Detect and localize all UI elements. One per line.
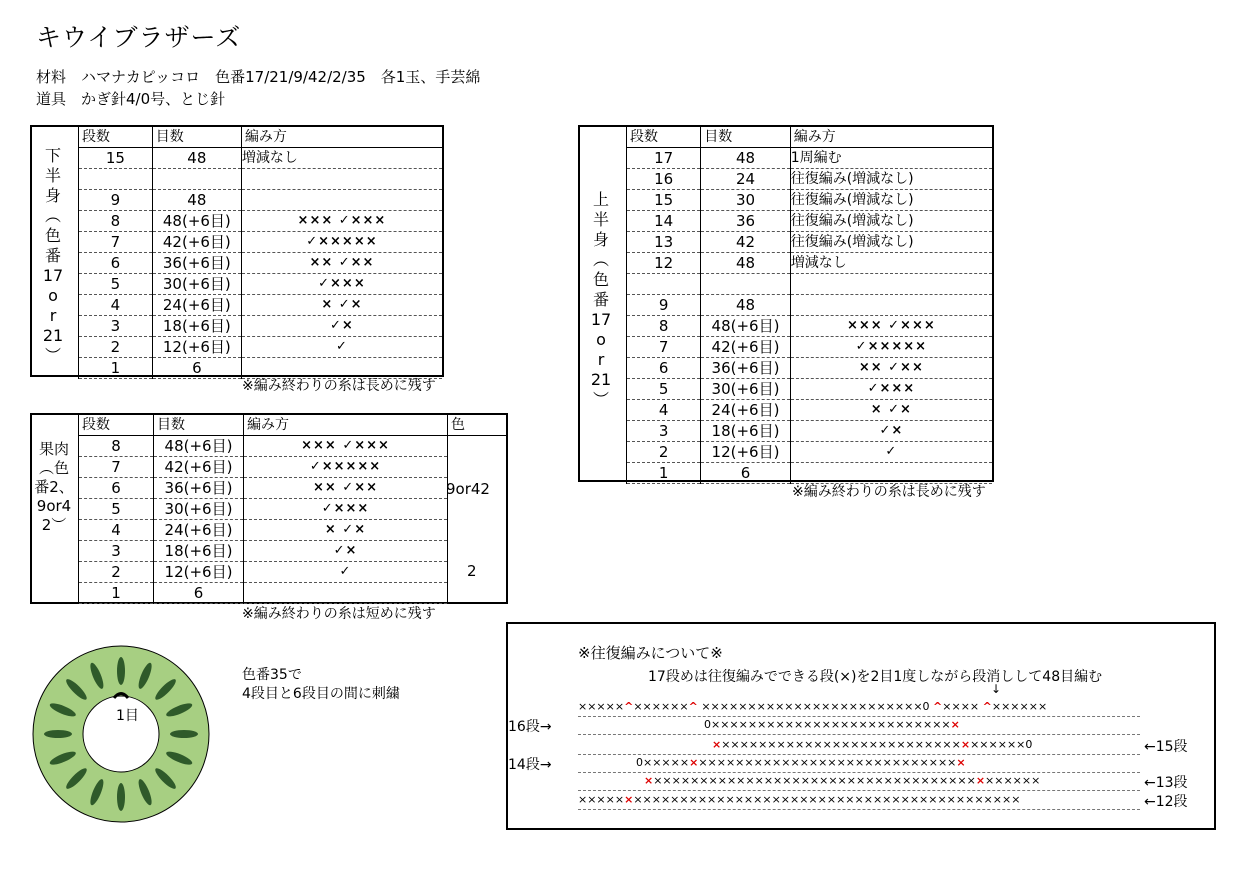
method-cell: 往復編み(増減なし) [790, 211, 992, 232]
method-cell: 増減なし [241, 148, 442, 169]
row-number: 6 [79, 478, 154, 499]
color-cell [448, 541, 507, 562]
stitch-count: 48 [701, 295, 790, 316]
header-stitches: 目数 [154, 415, 244, 436]
stitch-count: 48 [701, 253, 790, 274]
row-number: 5 [627, 379, 701, 400]
side-char: 17 [590, 310, 612, 329]
upper-note: ※編み終わりの糸は長めに残す [792, 484, 986, 500]
header-method: 編み方 [244, 415, 448, 436]
kiwi-note-2: 4段目と6段目の間に刺繍 [242, 686, 400, 702]
side-char: o [48, 286, 58, 305]
method-cell: ✓ [241, 337, 442, 358]
row-number: 7 [79, 232, 153, 253]
side-char: 21 [590, 370, 612, 389]
label-row-15: ←15段 [1144, 739, 1188, 755]
method-cell: ✓ [790, 442, 992, 463]
side-char: 色 [592, 270, 609, 289]
row-14: 0××××××××××××××××××××××××××××××××××× [578, 754, 1140, 773]
side-char: ︵ [44, 206, 61, 225]
row-number: 7 [627, 337, 701, 358]
side-char: ︶ [44, 346, 61, 365]
color-cell [448, 499, 507, 520]
stitch-count: 36(+6目) [154, 478, 244, 499]
side-char: 半 [592, 210, 609, 229]
row-number: 3 [79, 316, 153, 337]
label-row-13: ←13段 [1144, 775, 1188, 791]
stitch-count: 30(+6目) [154, 499, 244, 520]
row-number: 4 [79, 295, 153, 316]
side-char: 上 [592, 190, 609, 209]
row-12: ×××××××××××××××××××××××××××××××××××××××××××××××× [578, 791, 1140, 810]
side-char: r [49, 306, 57, 325]
kiwi-seed [44, 730, 72, 738]
method-cell: ✓ [244, 562, 448, 583]
method-cell: ××× ✓××× [790, 316, 992, 337]
side-char: 身 [44, 186, 61, 205]
row-number: 1 [79, 583, 154, 604]
stitch-count: 42(+6目) [154, 457, 244, 478]
row-number: 7 [79, 457, 154, 478]
color-cell [448, 436, 507, 457]
method-cell [790, 295, 992, 316]
method-cell: ✓××××× [244, 457, 448, 478]
stitch-count: 30(+6目) [152, 274, 241, 295]
side-char: 下 [44, 146, 61, 165]
stitch-count: 36 [701, 211, 790, 232]
stitch-count: 30(+6目) [701, 379, 790, 400]
method-cell [790, 274, 992, 295]
method-cell: ××× ✓××× [241, 211, 442, 232]
flesh-color-a: 9or42 [446, 480, 490, 498]
row-number: 12 [627, 253, 701, 274]
color-cell [448, 583, 507, 604]
method-cell: ✓××××× [241, 232, 442, 253]
row-number: 5 [79, 499, 154, 520]
row-number: 17 [627, 148, 701, 169]
stitch-count: 12(+6目) [154, 562, 244, 583]
row-number: 15 [627, 190, 701, 211]
side-char: 番 [44, 246, 61, 265]
materials [36, 66, 480, 110]
method-cell: 往復編み(増減なし) [790, 190, 992, 211]
kiwi-label: 1目 [116, 708, 139, 724]
stitch-count: 42(+6目) [701, 337, 790, 358]
stitch-count: 48 [701, 148, 790, 169]
stitch-count: 48 [152, 190, 241, 211]
row-number [79, 169, 153, 190]
flesh-side: 果肉︵色番2、9or42︶ [34, 440, 74, 534]
header-rows: 段数 [627, 127, 701, 148]
stitch-count: 24(+6目) [154, 520, 244, 541]
method-cell [244, 583, 448, 604]
row-number [627, 274, 701, 295]
header-rows: 段数 [79, 127, 153, 148]
header-stitches: 目数 [152, 127, 241, 148]
stitch-count: 18(+6目) [154, 541, 244, 562]
method-cell: ✓× [241, 316, 442, 337]
row-number: 8 [79, 436, 154, 457]
label-row-16: 16段→ [508, 719, 552, 735]
lower-note: ※編み終わりの糸は長めに残す [242, 378, 436, 394]
row-number: 4 [627, 400, 701, 421]
stitch-count: 24 [701, 169, 790, 190]
stitch-count: 30 [701, 190, 790, 211]
stitch-count: 42(+6目) [152, 232, 241, 253]
row-number: 9 [627, 295, 701, 316]
lower-side [30, 146, 76, 366]
row-17: ×××××^××××××^ ××××××××××××××××××××××××0 ^×××× ^×××××× [578, 698, 1140, 717]
method-cell: ×× ✓×× [241, 253, 442, 274]
kiwi-illustration [30, 643, 212, 825]
stitch-count: 18(+6目) [701, 421, 790, 442]
stitch-count: 12(+6目) [701, 442, 790, 463]
stitch-count: 42 [701, 232, 790, 253]
method-cell: ✓××× [244, 499, 448, 520]
stitch-count: 24(+6目) [701, 400, 790, 421]
color-cell [448, 562, 507, 583]
row-number: 2 [627, 442, 701, 463]
stitch-count: 48(+6目) [154, 436, 244, 457]
method-cell: ××× ✓××× [244, 436, 448, 457]
header-method: 編み方 [790, 127, 992, 148]
row-number: 1 [627, 463, 701, 484]
side-char: 番 [592, 290, 609, 309]
method-cell: ✓××××× [790, 337, 992, 358]
flesh-note: ※編み終わりの糸は短めに残す [242, 606, 436, 622]
turning-title: ※往復編みについて※ [578, 644, 723, 662]
materials-line: 材料 ハマナカピッコロ 色番17/21/9/42/2/35 各1玉、手芸綿 [36, 68, 481, 86]
kiwi-seed [117, 657, 125, 685]
lower-grid [78, 127, 442, 379]
method-cell: 往復編み(増減なし) [790, 232, 992, 253]
stitch-count: 6 [154, 583, 244, 604]
flesh-color-b: 2 [467, 562, 477, 580]
row-13: ××××××××××××××××××××××××××××××××××××××××××× [578, 772, 1140, 791]
method-cell: ✓××× [241, 274, 442, 295]
arrow-down-icon: ↓ [991, 682, 1002, 696]
stitch-count: 36(+6目) [701, 358, 790, 379]
side-char: 17 [42, 266, 64, 285]
side-char: 身 [592, 230, 609, 249]
side-char: r [597, 350, 605, 369]
row-15: ××××××××××××××××××××××××××××××××××0 [578, 736, 1140, 755]
row-number: 1 [79, 358, 153, 379]
side-char: o [596, 330, 606, 349]
method-cell: 増減なし [790, 253, 992, 274]
method-cell [241, 169, 442, 190]
color-cell [448, 457, 507, 478]
flesh-grid [78, 415, 506, 604]
row-number: 6 [79, 253, 153, 274]
kiwi-note-1: 色番35で [242, 667, 302, 683]
turning-desc: 17段めは往復編みでできる段(×)を2目1度しながら段消しして48目編む [648, 669, 1103, 685]
row-number: 14 [627, 211, 701, 232]
stitch-count: 12(+6目) [152, 337, 241, 358]
row-number: 2 [79, 562, 154, 583]
stitch-count: 6 [152, 358, 241, 379]
row-number: 15 [79, 148, 153, 169]
side-char: ︵ [592, 250, 609, 269]
stitch-count: 6 [701, 463, 790, 484]
row-number: 4 [79, 520, 154, 541]
row-number: 3 [79, 541, 154, 562]
header-rows: 段数 [79, 415, 154, 436]
row-number: 8 [627, 316, 701, 337]
method-cell: ✓× [244, 541, 448, 562]
stitch-count: 18(+6目) [152, 316, 241, 337]
row-number: 16 [627, 169, 701, 190]
method-cell: × ✓× [244, 520, 448, 541]
method-cell [241, 190, 442, 211]
header-color: 色 [448, 415, 507, 436]
header-method: 編み方 [241, 127, 442, 148]
method-cell: × ✓× [241, 295, 442, 316]
row-number: 5 [79, 274, 153, 295]
row-number: 9 [79, 190, 153, 211]
method-cell: ×× ✓×× [790, 358, 992, 379]
upper-grid [626, 127, 992, 484]
method-cell: ×× ✓×× [244, 478, 448, 499]
color-cell [448, 520, 507, 541]
header-stitches: 目数 [701, 127, 790, 148]
stitch-count [701, 274, 790, 295]
kiwi-seed [170, 730, 198, 738]
method-cell: × ✓× [790, 400, 992, 421]
method-cell: 往復編み(増減なし) [790, 169, 992, 190]
side-char: 半 [44, 166, 61, 185]
page-title: キウイブラザーズ [36, 23, 242, 52]
method-cell: 1周編む [790, 148, 992, 169]
row-number: 13 [627, 232, 701, 253]
stitch-count: 48 [152, 148, 241, 169]
row-number: 2 [79, 337, 153, 358]
method-cell: ✓× [790, 421, 992, 442]
kiwi-seed [117, 783, 125, 811]
row-16: 0××××××××××××××××××××××××××× [578, 716, 1140, 735]
row-number: 8 [79, 211, 153, 232]
stitch-count: 24(+6目) [152, 295, 241, 316]
method-cell: ✓××× [790, 379, 992, 400]
stitch-count: 48(+6目) [701, 316, 790, 337]
side-char: 21 [42, 326, 64, 345]
label-row-12: ←12段 [1144, 794, 1188, 810]
tools-line: 道具 かぎ針4/0号、とじ針 [36, 90, 226, 108]
side-char: 色 [44, 226, 61, 245]
stitch-count: 36(+6目) [152, 253, 241, 274]
upper-side [578, 190, 624, 410]
row-number: 3 [627, 421, 701, 442]
row-number: 6 [627, 358, 701, 379]
stitch-count [152, 169, 241, 190]
stitch-count: 48(+6目) [152, 211, 241, 232]
label-row-14: 14段→ [508, 757, 552, 773]
side-char: ︶ [592, 390, 609, 409]
